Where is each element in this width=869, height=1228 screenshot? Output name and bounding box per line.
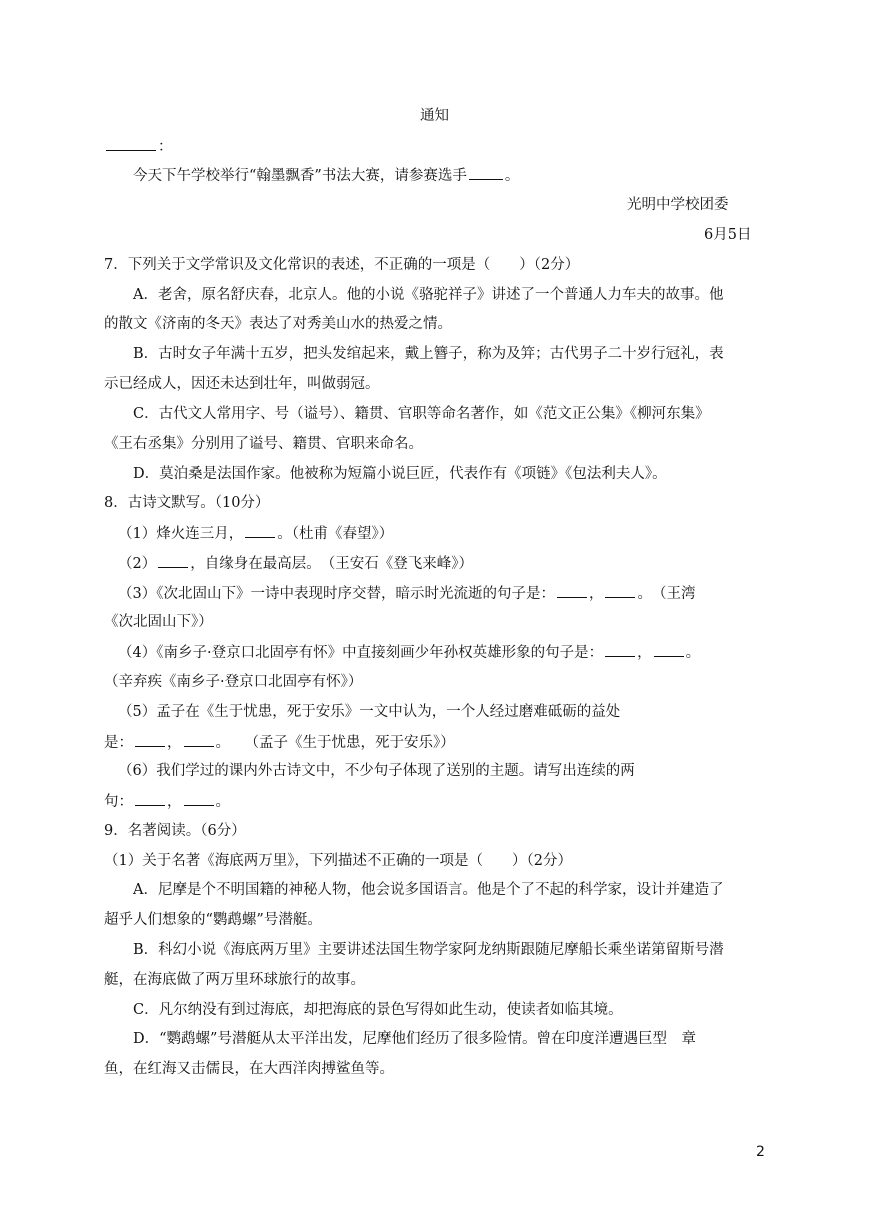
notice-date: 6月5日 bbox=[704, 227, 752, 243]
q9-sub1: （1）关于名著《海底两万里》，下列描述不正确的一项是（ ）（2分） bbox=[104, 853, 572, 869]
q9-option-b-line2: 艇，在海底做了两万里环球旅行的故事。 bbox=[104, 972, 365, 988]
q7-option-d: D．莫泊桑是法国作家。他被称为短篇小说巨匠，代表作有《项链》《包法利夫人》。 bbox=[133, 466, 667, 482]
q8-item-1: （1）烽火连三月， 。（杜甫《春望》） bbox=[118, 523, 393, 544]
q8-item-4: （4）《南乡子·登京口北固亭有怀》中直接刻画少年孙权英雄形象的句子是： ， 。 bbox=[118, 642, 700, 663]
answer-blank bbox=[184, 732, 214, 747]
q7-option-b-line2: 示已经成人，因还未达到壮年，叫做弱冠。 bbox=[104, 376, 380, 392]
answer-blank bbox=[184, 791, 214, 806]
answer-blank bbox=[245, 523, 275, 538]
answer-blank bbox=[135, 732, 165, 747]
answer-blank bbox=[605, 642, 635, 657]
q9-option-b-line1: B．科幻小说《海底两万里》主要讲述法国生物学家阿龙纳斯跟随尼摩船长乘坐诺第留斯号潜 bbox=[133, 942, 724, 958]
q9-option-d-line2: 鱼，在红海又击儒艮，在大西洋肉搏鲨鱼等。 bbox=[104, 1061, 394, 1077]
answer-blank bbox=[654, 642, 684, 657]
q9-option-c: C．凡尔纳没有到过海底，却把海底的景色写得如此生动，使读者如临其境。 bbox=[133, 1002, 623, 1018]
q8-item-3: （3）《次北固山下》一诗中表现时序交替，暗示时光流逝的句子是： ， 。 （王湾 bbox=[118, 583, 695, 604]
page-number: 2 bbox=[756, 1144, 765, 1160]
notice-signature: 光明中学校团委 bbox=[627, 197, 729, 213]
q9-option-a-line2: 超乎人们想象的“鹦鹉螺”号潜艇。 bbox=[104, 912, 322, 928]
q7-option-a-line2: 的散文《济南的冬天》表达了对秀美山水的热爱之情。 bbox=[104, 316, 452, 332]
answer-blank bbox=[605, 583, 635, 598]
answer-blank bbox=[135, 791, 165, 806]
q7-option-c-line2: 《王右丞集》分别用了谥号、籍贯、官职来命名。 bbox=[104, 436, 423, 452]
q8-item-3-source: 《次北固山下》） bbox=[104, 614, 213, 630]
q9-stem: 9．名著阅读。（6分） bbox=[104, 823, 246, 839]
contestant-blank bbox=[469, 165, 503, 180]
salutation-blank bbox=[106, 136, 156, 151]
q8-item-5: （5）孟子在《生于忧患，死于安乐》一文中认为，一个人经过磨难砥砺的益处 bbox=[118, 704, 621, 720]
notice-body: 今天下午学校举行“翰墨飘香”书法大赛，请参赛选手 。 bbox=[133, 165, 519, 186]
q7-option-c-line1: C．古代文人常用字、号（谥号）、籍贯、官职等命名著作，如《范文正公集》《柳河东集》 bbox=[133, 406, 710, 422]
q8-item-4-source: （辛弃疾《南乡子·登京口北固亭有怀》） bbox=[104, 674, 363, 690]
q9-option-d-line1: D．“鹦鹉螺”号潜艇从太平洋出发，尼摩他们经历了很多险情。曾在印度洋遭遇巨型 章 bbox=[133, 1031, 696, 1047]
answer-blank bbox=[557, 583, 587, 598]
q7-option-a-line1: A．老舍，原名舒庆春，北京人。他的小说《骆驼祥子》讲述了一个普通人力车夫的故事。他 bbox=[133, 287, 724, 303]
q7-option-b-line1: B．古时女子年满十五岁，把头发绾起来，戴上簪子，称为及笄；古代男子二十岁行冠礼，表 bbox=[133, 346, 724, 362]
q8-item-6: （6）我们学过的课内外古诗文中，不少句子体现了送别的主题。请写出连续的两 bbox=[118, 763, 635, 779]
q8-item-5-answer: 是： ， 。 （孟子《生于忧患，死于安乐》） bbox=[104, 732, 455, 753]
q9-option-a-line1: A．尼摩是个不明国籍的神秘人物，他会说多国语言。他是个了不起的科学家，设计并建造了 bbox=[133, 882, 724, 898]
q8-item-2: （2） ，自缘身在最高层。 （王安石《登飞来峰》） bbox=[118, 553, 473, 574]
notice-title: 通知 bbox=[420, 108, 449, 124]
answer-blank bbox=[158, 553, 188, 568]
q7-stem: 7．下列关于文学常识及文化常识的表述，不正确的一项是（ ）（2分） bbox=[104, 257, 580, 273]
q8-item-6-answer: 句： ， 。 bbox=[104, 791, 230, 812]
q8-stem: 8．古诗文默写。（10分） bbox=[104, 495, 270, 511]
notice-salutation: ： bbox=[104, 136, 173, 157]
